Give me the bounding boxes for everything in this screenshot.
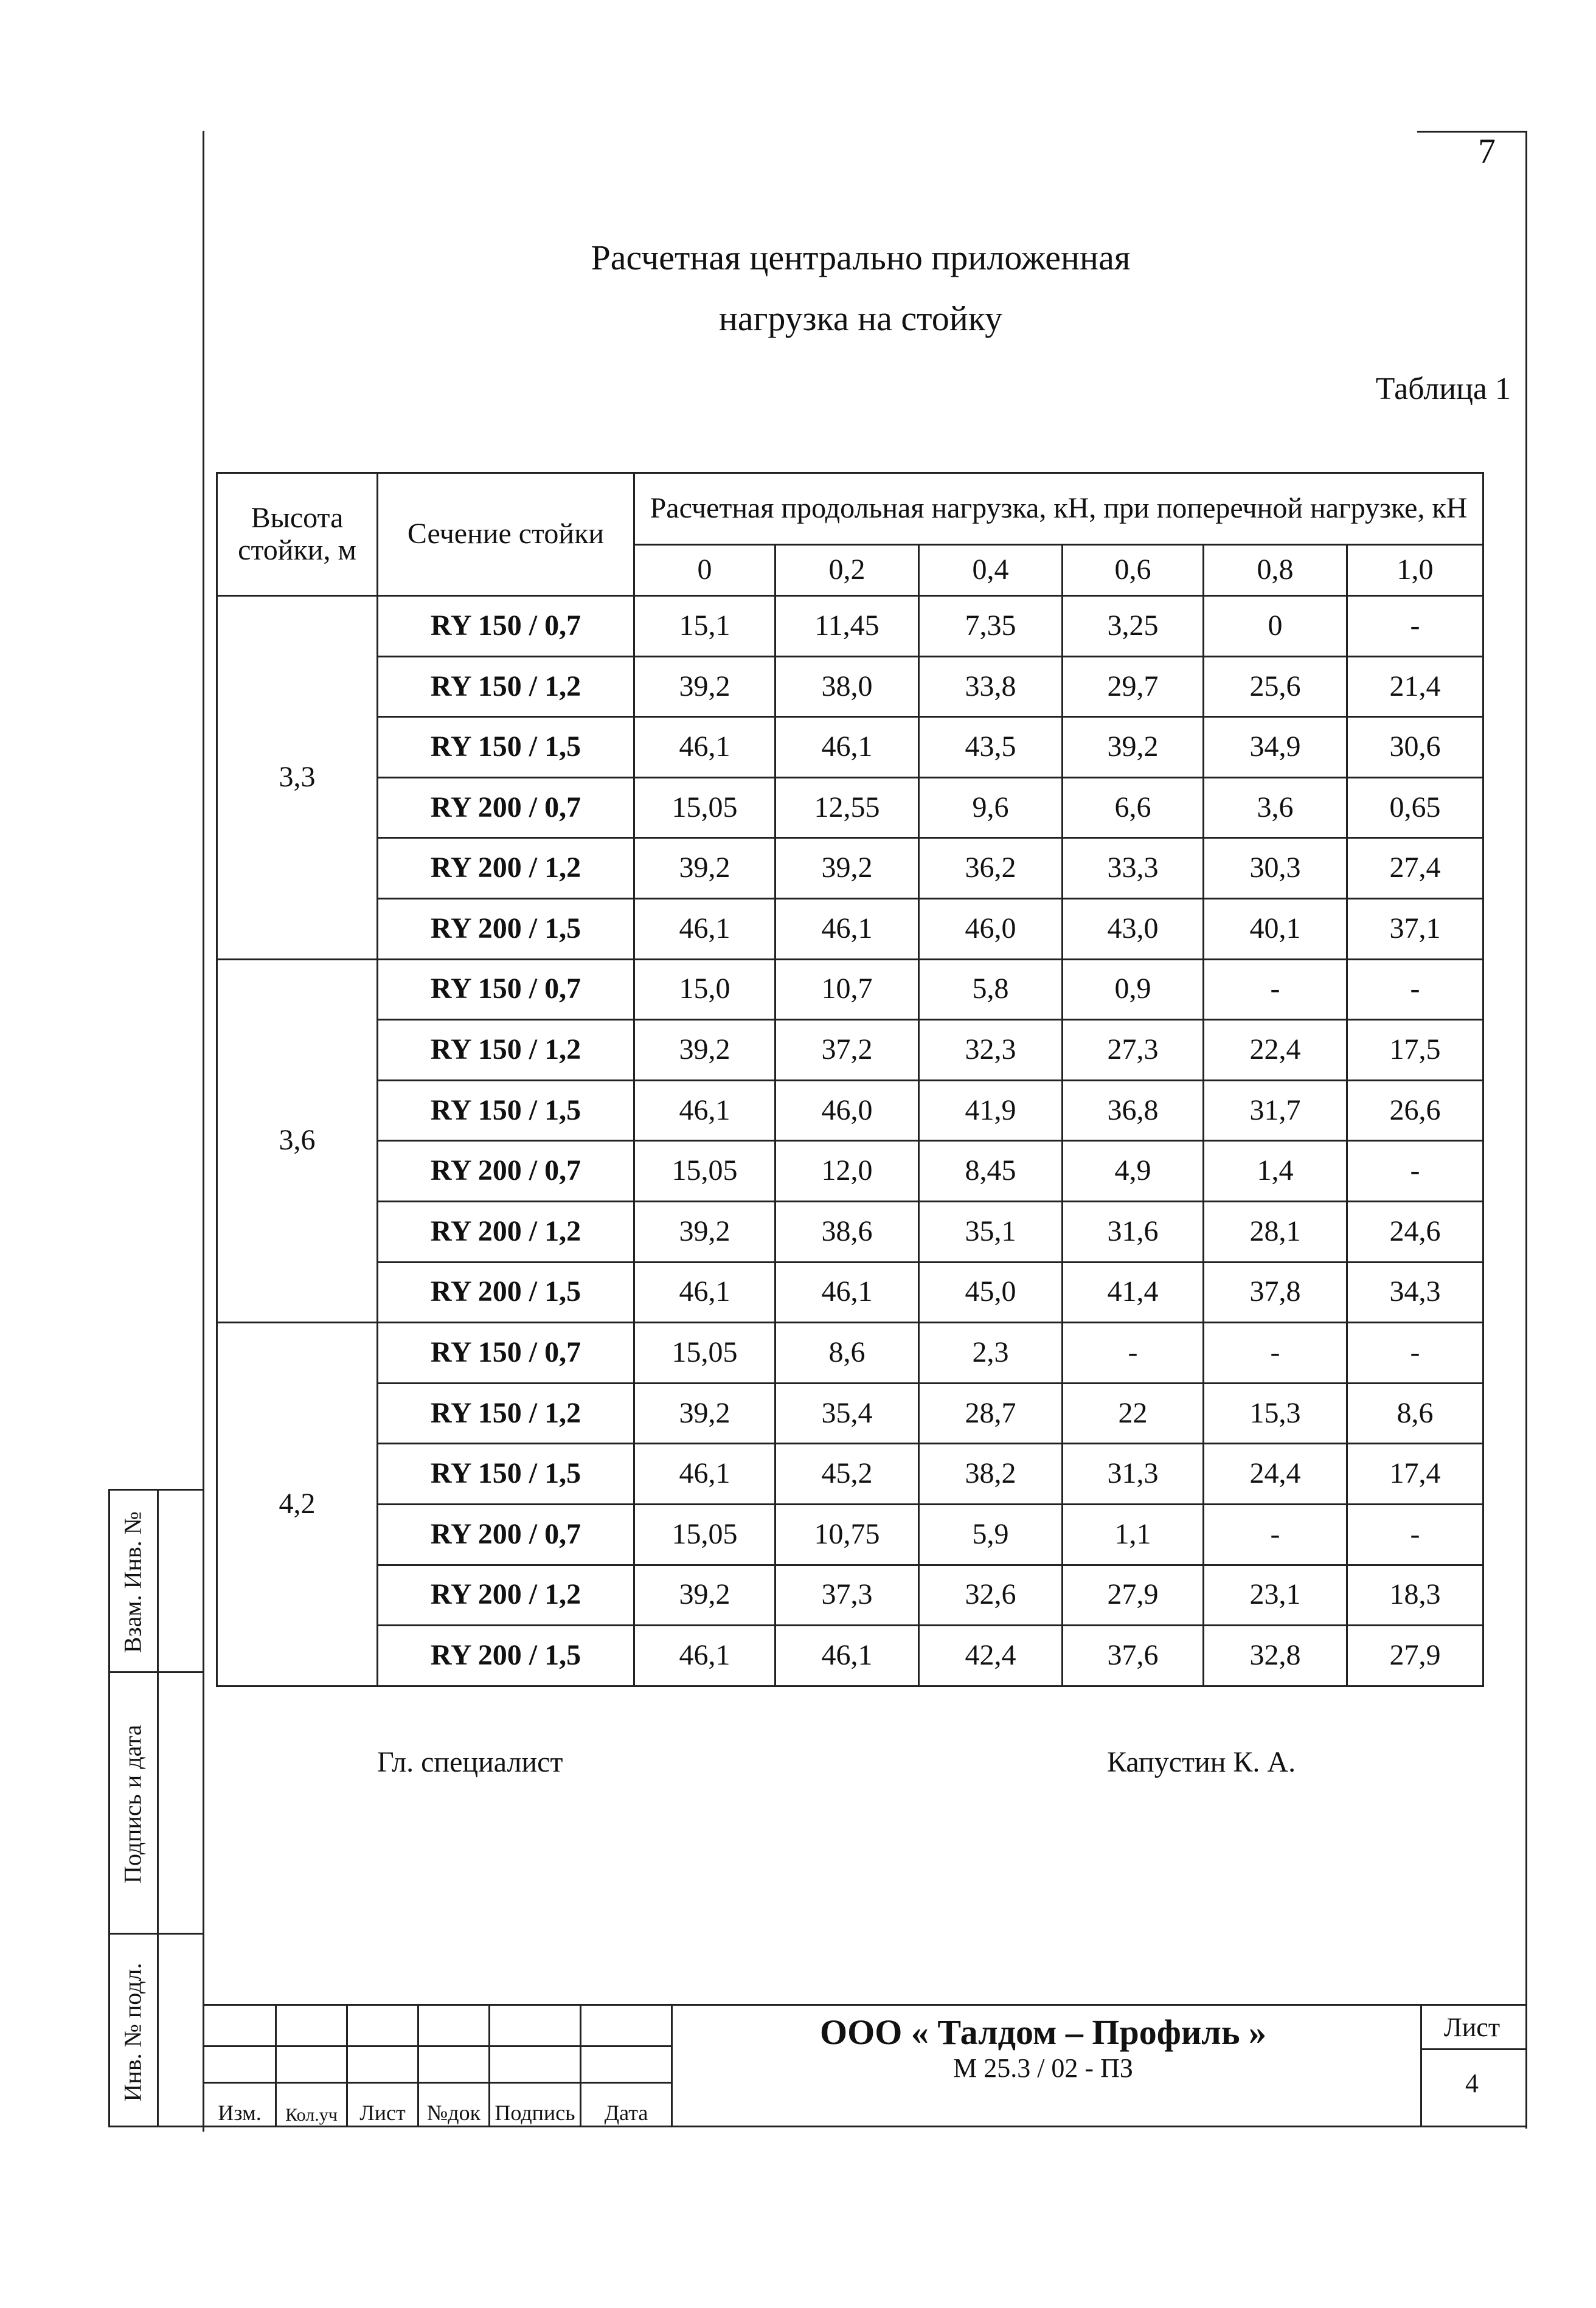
sheet-cell-left-line bbox=[1420, 2004, 1422, 2126]
page-number: 7 bbox=[1478, 131, 1496, 171]
load-value-cell: 24,6 bbox=[1347, 1201, 1483, 1262]
load-value-cell: 43,5 bbox=[919, 717, 1063, 778]
table-row bbox=[217, 717, 1483, 778]
load-value-cell: 37,6 bbox=[1063, 1626, 1204, 1686]
load-value-cell: 25,6 bbox=[1204, 656, 1347, 717]
load-value-cell: 34,3 bbox=[1347, 1262, 1483, 1323]
load-value-cell: 45,0 bbox=[919, 1262, 1063, 1323]
load-value-cell: 7,35 bbox=[919, 596, 1063, 657]
load-value-cell: 38,0 bbox=[775, 656, 919, 717]
load-value-cell: 46,1 bbox=[775, 1262, 919, 1323]
load-table bbox=[216, 472, 1484, 1687]
load-value-cell: - bbox=[1204, 1504, 1347, 1565]
load-value-cell: 15,3 bbox=[1204, 1383, 1347, 1444]
transverse-load-header: 0,2 bbox=[775, 545, 919, 596]
load-value-cell: - bbox=[1204, 959, 1347, 1020]
load-value-cell: 8,6 bbox=[775, 1323, 919, 1384]
transverse-load-header: 0 bbox=[634, 545, 775, 596]
section-cell: RY 150 / 1,2 bbox=[378, 656, 634, 717]
load-value-cell: 31,6 bbox=[1063, 1201, 1204, 1262]
load-value-cell: 40,1 bbox=[1204, 898, 1347, 959]
load-value-cell: 30,6 bbox=[1347, 717, 1483, 778]
load-value-cell: 39,2 bbox=[634, 1565, 775, 1626]
load-value-cell: - bbox=[1347, 959, 1483, 1020]
section-cell: RY 150 / 1,5 bbox=[378, 717, 634, 778]
title-block-top-line bbox=[671, 2004, 1525, 2006]
side-stamp-divider-2 bbox=[108, 1933, 204, 1935]
column-change: Изм. bbox=[204, 2083, 276, 2127]
page-title-line-1: Расчетная центрально приложенная bbox=[591, 238, 1131, 277]
load-value-cell: 37,3 bbox=[775, 1565, 919, 1626]
load-value-cell: 42,4 bbox=[919, 1626, 1063, 1686]
table-row bbox=[217, 1262, 1483, 1323]
header-section: Сечение стойки bbox=[378, 473, 634, 596]
table-row bbox=[217, 1201, 1483, 1262]
load-value-cell: 46,1 bbox=[634, 1626, 775, 1686]
original-inventory-label: Инв. № подл. bbox=[119, 1963, 147, 2102]
transverse-load-header: 0,6 bbox=[1063, 545, 1204, 596]
load-value-cell: 26,6 bbox=[1347, 1080, 1483, 1141]
load-value-cell: 15,05 bbox=[634, 777, 775, 838]
load-value-cell: 39,2 bbox=[634, 1020, 775, 1081]
table-label: Таблица 1 bbox=[1375, 372, 1511, 406]
load-value-cell: 30,3 bbox=[1204, 838, 1347, 899]
load-value-cell: 27,9 bbox=[1347, 1626, 1483, 1686]
load-value-cell: 29,7 bbox=[1063, 656, 1204, 717]
section-cell: RY 200 / 1,2 bbox=[378, 838, 634, 899]
sheet-number: 4 bbox=[1465, 2068, 1479, 2098]
section-cell: RY 150 / 0,7 bbox=[378, 596, 634, 657]
load-value-cell: 0,65 bbox=[1347, 777, 1483, 838]
load-value-cell: - bbox=[1063, 1323, 1204, 1384]
side-stamp-left-border bbox=[108, 1489, 110, 2127]
table-row bbox=[217, 838, 1483, 899]
sheet-cell-divider bbox=[1420, 2048, 1525, 2050]
height-cell: 4,2 bbox=[217, 1323, 378, 1686]
load-value-cell: 9,6 bbox=[919, 777, 1063, 838]
load-value-cell: 45,2 bbox=[775, 1444, 919, 1505]
load-value-cell: 38,6 bbox=[775, 1201, 919, 1262]
section-cell: RY 200 / 1,5 bbox=[378, 898, 634, 959]
load-value-cell: 17,4 bbox=[1347, 1444, 1483, 1505]
load-value-cell: 46,1 bbox=[634, 1080, 775, 1141]
load-value-cell: 37,1 bbox=[1347, 898, 1483, 959]
load-value-cell: 46,1 bbox=[634, 717, 775, 778]
load-value-cell: - bbox=[1347, 1504, 1483, 1565]
load-value-cell: 22,4 bbox=[1204, 1020, 1347, 1081]
section-cell: RY 200 / 0,7 bbox=[378, 1141, 634, 1202]
load-value-cell: 1,1 bbox=[1063, 1504, 1204, 1565]
load-value-cell: 37,8 bbox=[1204, 1262, 1347, 1323]
load-value-cell: 46,1 bbox=[634, 1262, 775, 1323]
load-value-cell: 12,0 bbox=[775, 1141, 919, 1202]
frame-top-border bbox=[1417, 131, 1527, 133]
load-value-cell: 5,9 bbox=[919, 1504, 1063, 1565]
signature-title: Гл. специалист bbox=[377, 1746, 563, 1778]
section-cell: RY 200 / 1,2 bbox=[378, 1565, 634, 1626]
table-row bbox=[217, 1504, 1483, 1565]
load-value-cell: 18,3 bbox=[1347, 1565, 1483, 1626]
load-value-cell: 1,4 bbox=[1204, 1141, 1347, 1202]
sheet-label: Лист bbox=[1443, 2012, 1501, 2042]
load-value-cell: 43,0 bbox=[1063, 898, 1204, 959]
table-row bbox=[217, 1383, 1483, 1444]
load-value-cell: 8,45 bbox=[919, 1141, 1063, 1202]
load-value-cell: 31,7 bbox=[1204, 1080, 1347, 1141]
frame-left-border bbox=[203, 131, 204, 2132]
load-value-cell: 46,1 bbox=[775, 898, 919, 959]
table-row bbox=[217, 1444, 1483, 1505]
load-value-cell: 3,6 bbox=[1204, 777, 1347, 838]
load-value-cell: 3,25 bbox=[1063, 596, 1204, 657]
section-cell: RY 150 / 1,5 bbox=[378, 1444, 634, 1505]
load-value-cell: - bbox=[1347, 596, 1483, 657]
load-value-cell: 32,3 bbox=[919, 1020, 1063, 1081]
load-value-cell: 46,0 bbox=[919, 898, 1063, 959]
table-row bbox=[217, 898, 1483, 959]
section-cell: RY 200 / 1,5 bbox=[378, 1262, 634, 1323]
load-value-cell: 6,6 bbox=[1063, 777, 1204, 838]
table-row bbox=[217, 959, 1483, 1020]
load-value-cell: 2,3 bbox=[919, 1323, 1063, 1384]
load-value-cell: 32,6 bbox=[919, 1565, 1063, 1626]
company-name: ООО « Талдом – Профиль » bbox=[819, 2012, 1266, 2052]
table-row bbox=[217, 1323, 1483, 1384]
load-table-body bbox=[217, 473, 1483, 1686]
load-value-cell: 33,3 bbox=[1063, 838, 1204, 899]
load-value-cell: 10,75 bbox=[775, 1504, 919, 1565]
title-block-columns bbox=[203, 2004, 673, 2127]
load-value-cell: 39,2 bbox=[634, 838, 775, 899]
document-code: М 25.3 / 02 - ПЗ bbox=[953, 2053, 1133, 2083]
load-value-cell: 5,8 bbox=[919, 959, 1063, 1020]
frame-right-border bbox=[1525, 131, 1527, 2129]
load-value-cell: 31,3 bbox=[1063, 1444, 1204, 1505]
header-height: Высота стойки, м bbox=[217, 473, 378, 596]
table-row bbox=[217, 777, 1483, 838]
table-row bbox=[217, 1080, 1483, 1141]
height-cell: 3,6 bbox=[217, 959, 378, 1323]
height-cell: 3,3 bbox=[217, 596, 378, 960]
section-cell: RY 150 / 1,2 bbox=[378, 1383, 634, 1444]
load-value-cell: 46,1 bbox=[775, 1626, 919, 1686]
load-value-cell: 0 bbox=[1204, 596, 1347, 657]
load-value-cell: - bbox=[1347, 1323, 1483, 1384]
load-value-cell: 27,3 bbox=[1063, 1020, 1204, 1081]
column-sheet: Лист bbox=[347, 2083, 418, 2127]
load-value-cell: 39,2 bbox=[634, 1201, 775, 1262]
transverse-load-header: 0,8 bbox=[1204, 545, 1347, 596]
load-value-cell: 39,2 bbox=[634, 656, 775, 717]
load-value-cell: 33,8 bbox=[919, 656, 1063, 717]
load-value-cell: 27,4 bbox=[1347, 838, 1483, 899]
signature-name: Капустин К. А. bbox=[1107, 1746, 1296, 1778]
load-value-cell: 21,4 bbox=[1347, 656, 1483, 717]
column-date: Дата bbox=[581, 2083, 672, 2127]
load-value-cell: 34,9 bbox=[1204, 717, 1347, 778]
section-cell: RY 200 / 1,2 bbox=[378, 1201, 634, 1262]
load-value-cell: 39,2 bbox=[775, 838, 919, 899]
column-count: Кол.уч bbox=[276, 2083, 347, 2127]
load-value-cell: 15,1 bbox=[634, 596, 775, 657]
section-cell: RY 200 / 1,5 bbox=[378, 1626, 634, 1686]
load-value-cell: 46,1 bbox=[634, 898, 775, 959]
load-value-cell: 15,05 bbox=[634, 1323, 775, 1384]
load-value-cell: - bbox=[1204, 1323, 1347, 1384]
load-value-cell: 46,0 bbox=[775, 1080, 919, 1141]
table-row bbox=[217, 1020, 1483, 1081]
section-cell: RY 150 / 0,7 bbox=[378, 1323, 634, 1384]
load-value-cell: 38,2 bbox=[919, 1444, 1063, 1505]
load-value-cell: 0,9 bbox=[1063, 959, 1204, 1020]
load-value-cell: 10,7 bbox=[775, 959, 919, 1020]
load-value-cell: 17,5 bbox=[1347, 1020, 1483, 1081]
table-row bbox=[217, 656, 1483, 717]
load-value-cell: 15,0 bbox=[634, 959, 775, 1020]
column-doc: №док bbox=[418, 2083, 490, 2127]
header-load: Расчетная продольная нагрузка, кН, при поперечной нагрузке, кН bbox=[634, 473, 1483, 545]
load-value-cell: 12,55 bbox=[775, 777, 919, 838]
section-cell: RY 150 / 0,7 bbox=[378, 959, 634, 1020]
load-value-cell: 36,8 bbox=[1063, 1080, 1204, 1141]
load-value-cell: 4,9 bbox=[1063, 1141, 1204, 1202]
title-block-labels-row bbox=[204, 2083, 672, 2127]
table-header-row bbox=[217, 473, 1483, 545]
load-value-cell: 36,2 bbox=[919, 838, 1063, 899]
transverse-load-header: 0,4 bbox=[919, 545, 1063, 596]
section-cell: RY 200 / 0,7 bbox=[378, 1504, 634, 1565]
load-value-cell: 35,1 bbox=[919, 1201, 1063, 1262]
table-row bbox=[217, 1565, 1483, 1626]
load-value-cell: 32,8 bbox=[1204, 1626, 1347, 1686]
load-value-cell: 35,4 bbox=[775, 1383, 919, 1444]
load-value-cell: 22 bbox=[1063, 1383, 1204, 1444]
signature-date-label: Подпись и дата bbox=[119, 1724, 147, 1884]
load-value-cell: 46,1 bbox=[634, 1444, 775, 1505]
load-value-cell: 15,05 bbox=[634, 1504, 775, 1565]
load-value-cell: 23,1 bbox=[1204, 1565, 1347, 1626]
table-row bbox=[217, 1141, 1483, 1202]
page-title-line-2: нагрузка на стойку bbox=[718, 299, 1003, 338]
table-row bbox=[217, 1626, 1483, 1686]
load-value-cell: - bbox=[1347, 1141, 1483, 1202]
load-value-cell: 39,2 bbox=[1063, 717, 1204, 778]
load-value-cell: 24,4 bbox=[1204, 1444, 1347, 1505]
load-value-cell: 39,2 bbox=[634, 1383, 775, 1444]
load-value-cell: 37,2 bbox=[775, 1020, 919, 1081]
load-value-cell: 11,45 bbox=[775, 596, 919, 657]
load-value-cell: 15,05 bbox=[634, 1141, 775, 1202]
table-row bbox=[217, 596, 1483, 657]
section-cell: RY 150 / 1,2 bbox=[378, 1020, 634, 1081]
load-value-cell: 41,9 bbox=[919, 1080, 1063, 1141]
column-signature: Подпись bbox=[490, 2083, 581, 2127]
section-cell: RY 200 / 0,7 bbox=[378, 777, 634, 838]
section-cell: RY 150 / 1,5 bbox=[378, 1080, 634, 1141]
load-value-cell: 46,1 bbox=[775, 717, 919, 778]
load-value-cell: 27,9 bbox=[1063, 1565, 1204, 1626]
load-value-cell: 28,1 bbox=[1204, 1201, 1347, 1262]
replacement-inventory-label: Взам. Инв. № bbox=[119, 1511, 147, 1653]
side-stamp-inner-line bbox=[157, 1489, 159, 2127]
load-value-cell: 28,7 bbox=[919, 1383, 1063, 1444]
transverse-load-header: 1,0 bbox=[1347, 545, 1483, 596]
load-value-cell: 41,4 bbox=[1063, 1262, 1204, 1323]
load-value-cell: 8,6 bbox=[1347, 1383, 1483, 1444]
